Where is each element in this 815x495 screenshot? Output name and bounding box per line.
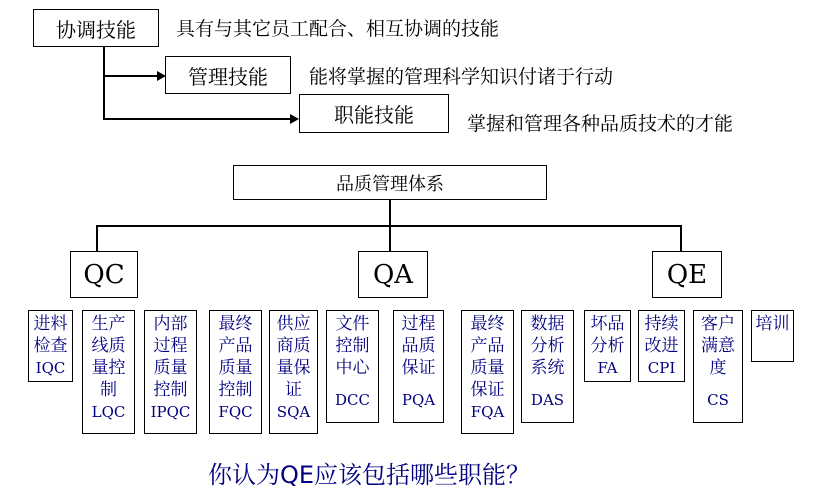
function-code: FQA [470, 403, 505, 421]
function-name: 持续 改进 [644, 314, 679, 356]
function-code: FQC [218, 403, 253, 421]
function-name: 供应 商质 量保 证 [276, 314, 311, 400]
function-box-cpi [638, 310, 685, 382]
function-box-dcc [326, 310, 379, 423]
skill-label: 管理技能 [188, 64, 268, 89]
connector-line [680, 225, 682, 251]
group-qa [358, 251, 428, 298]
function-box-pqa [393, 310, 444, 423]
connector-line [103, 118, 290, 120]
connector-line [103, 47, 105, 119]
function-box-sqa [269, 310, 318, 434]
skill-description: 掌握和管理各种品质技术的才能 [467, 113, 734, 135]
function-box-training [751, 310, 794, 362]
function-box-fqc [209, 310, 262, 434]
function-box-iqc [28, 310, 73, 382]
function-box-lqc [82, 310, 135, 434]
function-code: PQA [401, 391, 436, 409]
skill-description: 具有与其它员工配合、相互协调的技能 [176, 18, 500, 40]
connector-line [103, 75, 158, 77]
function-box-ipqc [144, 310, 197, 434]
skill-box-functional [299, 94, 449, 133]
system-title-text: 品质管理体系 [336, 173, 444, 195]
skill-label: 职能技能 [334, 103, 414, 127]
function-box-das [521, 310, 574, 423]
group-label: QE [666, 259, 708, 290]
function-code: DAS [530, 391, 565, 409]
connector-line [389, 200, 391, 225]
group-qe [652, 251, 722, 298]
group-label: QA [372, 259, 414, 290]
skill-box-management [165, 56, 291, 94]
skill-box-coordination [33, 9, 159, 47]
function-code: SQA [276, 403, 311, 421]
function-name: 文件 控制 中心 [335, 314, 370, 378]
function-name: 过程 品质 保证 [401, 314, 436, 378]
connector-line [96, 225, 98, 251]
arrow-right-icon [290, 114, 299, 124]
group-label: QC [83, 259, 125, 290]
function-box-fa [584, 310, 631, 382]
function-code: CPI [647, 359, 676, 377]
quality-system-title [233, 165, 547, 200]
function-code: DCC [335, 391, 370, 409]
function-code: CS [707, 391, 729, 409]
function-name: 最终 产品 质量 控制 [218, 314, 253, 400]
function-box-cs [693, 310, 743, 423]
function-box-fqa [461, 310, 514, 434]
function-name: 内部 过程 质量 控制 [153, 314, 188, 400]
function-name: 进料 检查 [33, 314, 68, 356]
function-name: 客户 满意 度 [701, 314, 735, 378]
function-code: IQC [35, 359, 66, 377]
function-code: IPQC [150, 403, 191, 421]
function-code: LQC [91, 403, 126, 421]
function-code: FA [597, 359, 618, 377]
function-name: 坏品 分析 [590, 314, 625, 356]
function-name: 数据 分析 系统 [530, 314, 565, 378]
question-text: 你认为QE应该包括哪些职能？ [208, 461, 531, 489]
function-name: 培训 [755, 314, 790, 334]
group-qc [70, 251, 138, 298]
function-name: 生产 线质 量控 制 [91, 314, 126, 400]
skill-label: 协调技能 [56, 17, 136, 42]
connector-line [389, 225, 391, 251]
function-name: 最终 产品 质量 保证 [470, 314, 505, 400]
skill-description: 能将掌握的管理科学知识付诸于行动 [309, 66, 614, 88]
